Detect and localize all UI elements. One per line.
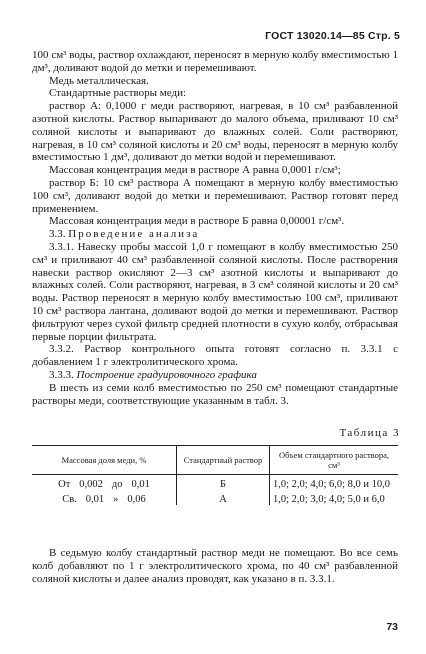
table-header-row [32,446,398,475]
table-row [32,475,398,491]
header-volume: Объем стандартного раствора, см³ [270,446,399,475]
table-3 [32,445,398,505]
running-header: ГОСТ 13020.14—85 Стр. 5 [265,30,400,42]
paragraph-standard-solutions: Стандартные растворы меди: [49,87,187,100]
document-body [32,49,398,407]
paragraph-3-3-1: 3.3.1. Навеску пробы массой 1,0 г помещают в колбу вместимостью 250 см³ и приливают 40 см³ разбавленной соляной кислоты. После растворения навески раствор окисляют 2—3 см³ азотной кислоты и выпаривают до влажных солей. Соли растворяют, нагревая, в 3 см³ соляной кислоты и 20 см³ воды. Раствор переносят в мерную колбу вместимостью 100 см³, приливают 10 см³ раствора лантана, доливают водой до метки и перемешивают. Раствор фильтруют через сухой фильтр средней плотности в сухую колбу, отбрасывая первые порции фильтрата. [32,240,398,343]
standard-solution-cell: А [177,490,270,505]
paragraph-copper-metal: Медь металлическая. [49,74,149,87]
header-standard-solution: Стандартный раствор [177,446,270,475]
paragraph-solution-a: раствор А: 0,1000 г меди растворяют, нагревая, в 10 см³ разбавленной азотной кислоты. Раствор выпаривают до малого объема, приливают 10 см³ соляной кислоты и выпаривают до влажных солей. Соли растворяют, нагревая, в 10 см³ соляной кислоты и 20 см³ воды, переносят в мерную колбу вместимостью 1 дм³, доливают до метки водой и перемешивают. [32,100,398,164]
table-row [32,490,398,505]
volume-cell: 1,0; 2,0; 4,0; 6,0; 8,0 и 10,0 [270,475,399,491]
paragraph-continuation: 100 см³ воды, раствор охлаждают, переносят в мерную колбу вместимостью 1 дм³, доливают водой до метки и перемешивают. [32,49,398,74]
paragraph-concentration-a: Массовая концентрация меди в растворе А равна 0,0001 г/см³; [49,164,341,177]
paragraph-six-flasks: В шесть из семи колб вместимостью по 250 см³ помещают стандартные растворы меди, соответствующие указанным в табл. 3. [32,381,398,407]
volume-cell: 1,0; 2,0; 3,0; 4,0; 5,0 и 6,0 [270,490,399,505]
paragraph-concentration-b: Массовая концентрация меди в растворе Б равна 0,00001 г/см³. [49,215,345,228]
section-number: 3.3.3. [49,368,74,381]
section-heading-3-3-3 [32,369,398,382]
section-heading-3-3 [32,228,398,241]
header-mass-fraction: Массовая доля меди, % [32,446,177,475]
section-number: 3.3. [49,228,66,241]
page-number: 73 [386,621,398,633]
paragraph-seventh-flask: В седьмую колбу стандартный раствор меди не помещают. Во все семь колб добавляют по 1 г электролитического хрома, по 40 см³ разбавленной соляной кислоты и далее анализ проводят, как указано в п. 3.3.1. [32,547,398,585]
mass-fraction-range: Св. 0,01 » 0,06 [62,494,146,505]
table-caption: Таблица 3 [339,427,400,439]
document-body-bottom [32,547,398,585]
section-title: Проведение анализа [68,228,200,241]
paragraph-solution-b: раствор Б: 10 см³ раствора А помещают в мерную колбу вместимостью 100 см³, доливают водой до метки и перемешивают. Раствор готовят перед применением. [32,176,398,215]
paragraph-3-3-2: 3.3.2. Раствор контрольного опыта готовят согласно п. 3.3.1 с добавлением 1 г электролитического хрома. [32,343,398,369]
mass-fraction-range: От 0,002 до 0,01 [58,479,150,490]
standard-solution-cell: Б [177,475,270,491]
section-title: Построение градуировочного графика [76,368,257,381]
